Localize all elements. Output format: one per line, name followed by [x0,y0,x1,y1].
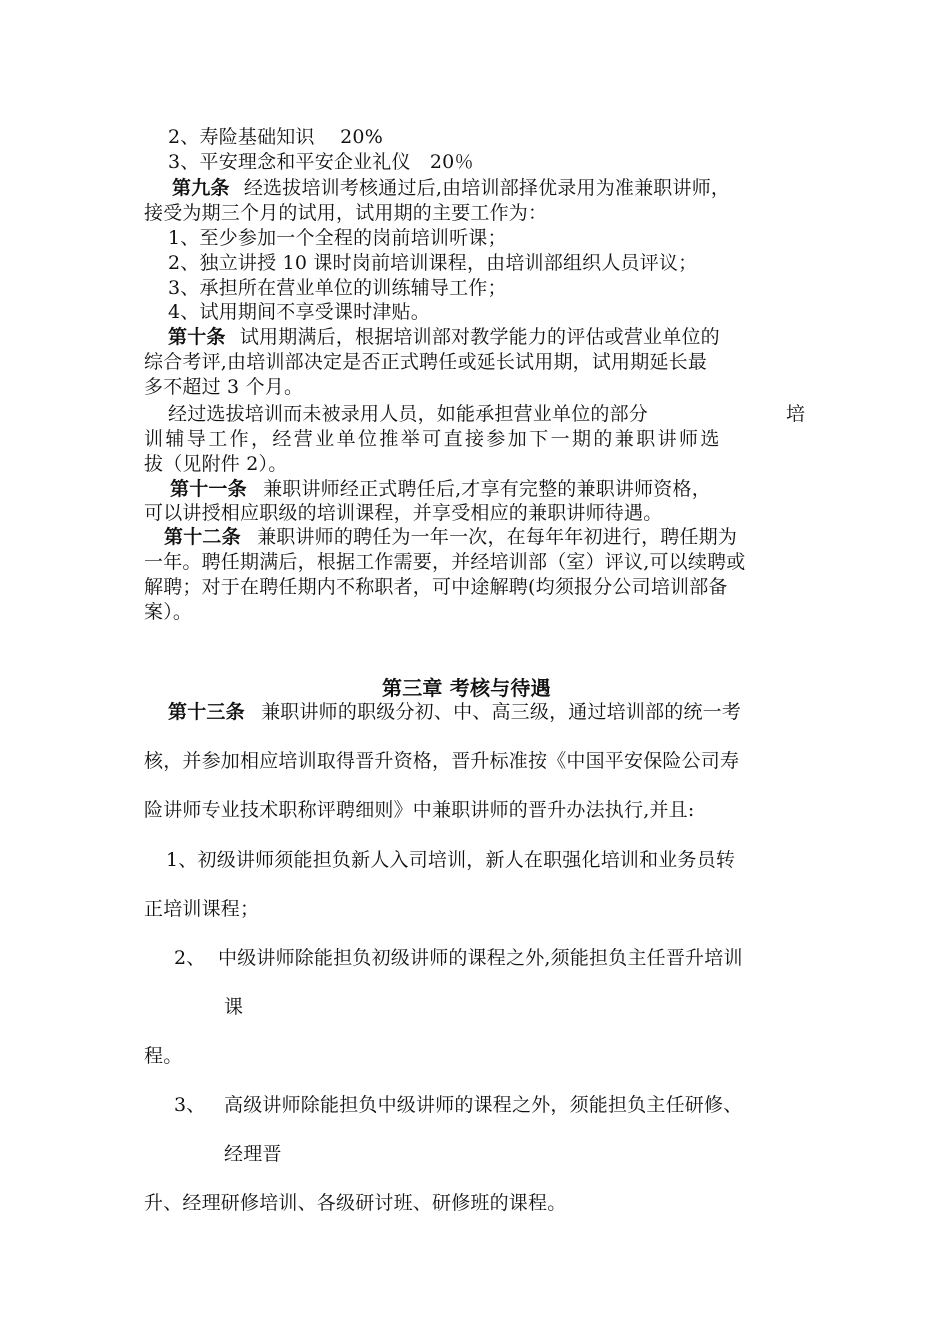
list-number: 2、 [174,947,206,969]
text-line: 接受为期三个月的试用，试用期的主要工作为： [144,202,548,224]
list-number: 3、 [174,1094,206,1116]
list-item: 1、至少参加一个全程的岗前培训听课； [168,227,507,249]
text-line: 可以讲授相应职级的培训课程，并享受相应的兼职讲师待遇。 [144,502,663,524]
text-line: 经理晋 [224,1143,282,1165]
article-12-line [164,525,737,549]
list-item: 3、平安理念和平安企业礼仪 20％ [168,151,474,173]
list-item: 1、初级讲师须能担负新人入司培训，新人在职强化培训和业务员转 [166,849,736,871]
article-13-text: 兼职讲师的职级分初、中、高三级，通过培训部的统一考 [261,701,742,723]
text-line: 程。 [144,1045,183,1067]
text-line: 综合考评,由培训部决定是否正式聘任或延长试用期，试用期延长最 [144,351,708,373]
list-item: 2、寿险基础知识 20% [168,126,383,148]
article-11-title: 第十一条 [170,478,247,500]
article-11-line [170,477,711,501]
article-10-text: 试用期满后，根据培训部对教学能力的评估或营业单位的 [239,326,720,348]
text-line: 正培训课程； [144,898,260,920]
text-line: 课 [224,996,244,1018]
text-line: 案）。 [144,601,193,623]
text-line: 培 [786,403,806,425]
article-12-title: 第十二条 [164,526,241,548]
article-12-text: 兼职讲师的聘任为一年一次，在每年年初进行，聘任期为 [257,526,738,548]
article-13-title: 第十三条 [168,701,245,723]
article-9-text: 经选拔培训考核通过后,由培训部择优录用为准兼职讲师， [243,177,731,199]
list-item: 2、独立讲授 10 课时岗前培训课程，由培训部组织人员评议； [168,252,698,274]
text-line: 核，并参加相应培训取得晋升资格，晋升标准按《中国平安保险公司寿 [144,750,740,772]
text-line: 多不超过 3 个月。 [144,376,304,398]
list-item: 高级讲师除能担负中级讲师的课程之外，须能担负主任研修、 [224,1094,743,1116]
article-10-line [168,325,720,349]
article-10-title: 第十条 [168,326,226,348]
text-line: 险讲师专业技术职称评聘细则》中兼职讲师的晋升办法执行,并且: [144,799,695,821]
text-line: 升、经理研修培训、各级研讨班、研修班的课程。 [144,1192,567,1214]
text-line: 训辅导工作，经营业单位推举可直接参加下一期的兼职讲师选 [144,428,722,450]
list-item: 3、承担所在营业单位的训练辅导工作； [168,277,507,299]
list-item: 4、试用期间不享受课时津贴。 [168,301,430,323]
article-13-line [168,700,741,724]
article-9-line [172,176,730,200]
chapter-heading: 第三章 考核与待遇 [382,676,551,700]
list-item: 中级讲师除能担负初级讲师的课程之外,须能担负主任晋升培训 [218,947,743,969]
article-9-title: 第九条 [172,177,230,199]
text-line: 一年。聘任期满后，根据工作需要，并经培训部（室）评议,可以续聘或 [144,551,746,573]
text-line: 拔（见附件 2）。 [144,453,288,475]
text-line: 经过选拔培训而未被录用人员，如能承担营业单位的部分 [168,403,649,425]
article-11-text: 兼职讲师经正式聘任后,才享有完整的兼职讲师资格， [263,478,711,500]
text-line: 解聘；对于在聘任期内不称职者，可中途解聘(均须报分公司培训部备 [144,576,728,598]
